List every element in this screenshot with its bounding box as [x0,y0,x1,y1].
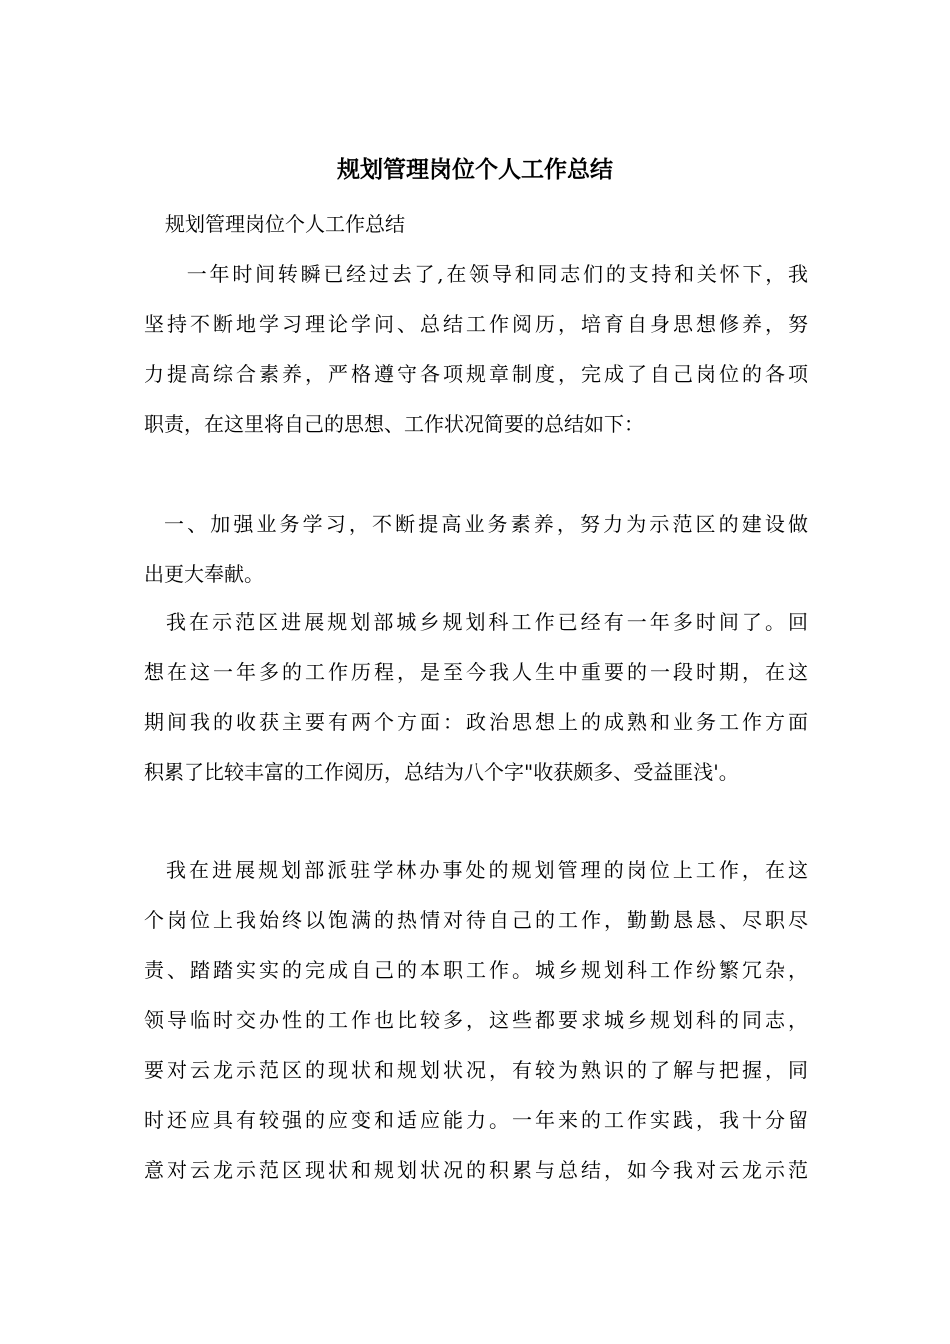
text-line: 意对云龙示范区现状和规划状况的积累与总结，如今我对云龙示范 [144,1158,808,1182]
text-line: 我在示范区进展规划部城乡规划科工作已经有一年多时间了。回 [166,610,808,634]
text-line: 个岗位上我始终以饱满的热情对待自己的工作，勤勤恳恳、尽职尽 [144,908,808,932]
text-line: 期间我的收获主要有两个方面：政治思想上的成熟和业务工作方面 [144,710,808,734]
text-line: 出更大奉献。 [144,562,264,586]
paragraph-experience [144,606,808,806]
text-line: 想在这一年多的工作历程，是至今我人生中重要的一段时期，在这 [144,660,808,684]
text-line: 要对云龙示范区的现状和规划状况，有较为熟识的了解与把握，同 [144,1058,808,1082]
text-line: 职责，在这里将自己的思想、工作状况简要的总结如下： [144,412,644,436]
text-line: 积累了比较丰富的工作阅历，总结为八个字"收获颇多、受益匪浅'。 [144,760,739,784]
text-line: 一、加强业务学习，不断提高业务素养，努力为示范区的建设做 [164,512,808,536]
paragraph-intro [144,258,808,458]
document-subtitle: 规划管理岗位个人工作总结 [165,212,405,236]
document-title: 规划管理岗位个人工作总结 [337,156,613,183]
paragraph-position [144,854,808,1204]
text-line: 领导临时交办性的工作也比较多，这些都要求城乡规划科的同志， [144,1008,808,1032]
text-line: 我在进展规划部派驻学林办事处的规划管理的岗位上工作，在这 [166,858,808,882]
text-line: 坚持不断地学习理论学问、总结工作阅历，培育自身思想修养，努 [144,312,808,336]
text-line: 时还应具有较强的应变和适应能力。一年来的工作实践，我十分留 [144,1108,808,1132]
text-line: 一年时间转瞬已经过去了,在领导和同志们的支持和关怀下，我 [164,262,808,286]
section-heading-1 [144,508,808,608]
text-line: 力提高综合素养，严格遵守各项规章制度，完成了自己岗位的各项 [144,362,808,386]
text-line: 责、踏踏实实的完成自己的本职工作。城乡规划科工作纷繁冗杂， [144,958,808,982]
